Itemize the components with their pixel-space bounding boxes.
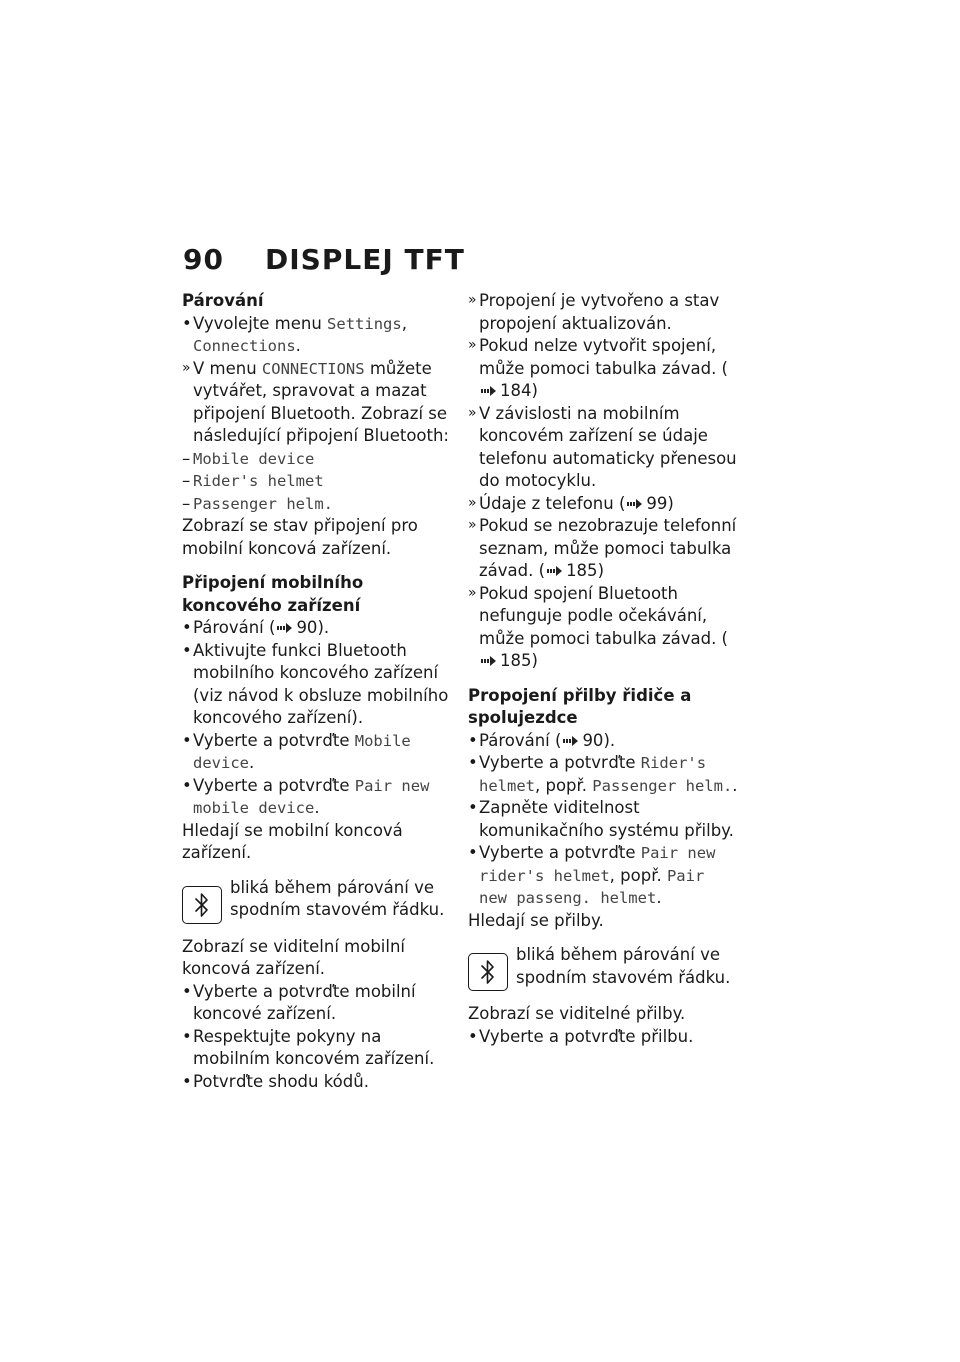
page-ref-number[interactable]: 184 (500, 381, 532, 400)
period: . (732, 775, 738, 795)
step-text: Vyberte a potvrďte (479, 753, 641, 772)
result-text-cont: můžete vytvářet, spravovat a mazat připojení Bluetooth. Zobrazí se následující připojení Bluetooth: (193, 358, 449, 445)
menu-pair-new-riders-helmet: Pair new rider's helmet (479, 844, 716, 885)
step-pairing-ref (468, 730, 740, 753)
paragraph-searching: Hledají se mobilní koncová zařízení. (182, 820, 403, 862)
result-text: V menu (193, 358, 262, 378)
result-connected: » Propojení je vytvořeno a stav propojení aktualizován. (468, 290, 740, 335)
section-title: DISPLEJ TFT (265, 243, 465, 276)
result-text-end: ) (597, 561, 604, 580)
result-bluetooth-troubleshoot (468, 583, 740, 673)
step-text-end: ). (317, 618, 330, 637)
page-reference-arrow-icon (563, 735, 579, 747)
menu-connections: Connections (193, 337, 296, 355)
menu-connections-caps: CONNECTIONS (261, 359, 365, 378)
page-reference-arrow-icon (481, 655, 497, 667)
bluetooth-note (182, 877, 454, 924)
paragraph-searching-helmets: Hledají se přilby. (468, 910, 604, 930)
menu-riders-helmet: Rider's helmet (479, 754, 707, 795)
connection-passenger-helmet (182, 493, 454, 516)
step-text: Párování ( (479, 730, 562, 750)
step-follow-instructions: • Respektujte pokyny na mobilním koncovém zařízení. (182, 1026, 454, 1071)
separator: , (401, 313, 407, 333)
heading-pairing: Párování (182, 291, 264, 310)
menu-passenger-helmet: Passenger helm. (592, 776, 733, 795)
paragraph-visible-devices: Zobrazí se viditelní mobilní koncová zařízení. (182, 936, 405, 978)
result-connections-menu (182, 358, 454, 448)
page-reference-arrow-icon (547, 565, 563, 577)
step-text: Vyberte a potvrďte (193, 730, 355, 750)
menu-mobile-device: Mobile device (193, 731, 411, 772)
result-text-end: ) (531, 381, 538, 400)
step-open-settings (182, 313, 454, 358)
note-text: bliká během párování ve spodním stavovém řádku. (230, 877, 445, 919)
step-select-helmet-confirm: • Vyberte a potvrďte přilbu. (468, 1026, 740, 1049)
step-activate-bluetooth: • Aktivujte funkci Bluetooth mobilního koncového zařízení (viz návod k obsluze mobilního koncového zařízení). (182, 640, 454, 730)
page-number: 90 (183, 243, 224, 276)
connection-mobile-device (182, 448, 454, 471)
step-select-device: • Vyberte a potvrďte mobilní koncové zařízení. (182, 981, 454, 1026)
page-ref-number[interactable]: 185 (500, 651, 532, 670)
step-select-helmet (468, 752, 740, 797)
right-column (468, 290, 740, 1048)
step-pair-new-helmet (468, 842, 740, 910)
period: . (656, 888, 662, 907)
step-pair-new-device (182, 775, 454, 820)
note-text: bliká během párování ve spodním stavovém řádku. (516, 945, 731, 987)
step-text: Vyberte a potvrďte (193, 775, 355, 795)
result-text-end: ) (667, 493, 674, 513)
result-text: Pokud spojení Bluetooth nefunguje podle očekávání, může pomoci tabulka závad. ( (479, 583, 728, 648)
step-text: Vyvolejte menu (193, 313, 328, 333)
page-ref-number[interactable]: 99 (646, 493, 668, 513)
bluetooth-icon (182, 886, 222, 924)
step-text: Párování ( (193, 618, 276, 637)
page-ref-number[interactable]: 185 (566, 561, 598, 580)
menu-settings: Settings (327, 314, 402, 333)
connection-label: Passenger helm. (193, 494, 333, 513)
result-text: Údaje z telefonu ( (479, 493, 626, 513)
connection-label: Mobile device (193, 449, 315, 468)
menu-pair-new-passeng-helmet: Pair new passeng. helmet (479, 866, 705, 907)
page-header (183, 243, 465, 277)
step-text-end: ). (603, 730, 616, 750)
period: . (249, 753, 255, 772)
period: . (314, 798, 320, 817)
connection-label: Rider's helmet (193, 472, 324, 490)
connection-riders-helmet (182, 470, 454, 493)
heading-helmet-connect: Propojení přilby řidiče a spolujezdce (468, 685, 692, 727)
left-column (182, 290, 454, 1093)
result-troubleshoot-184 (468, 335, 740, 403)
bluetooth-icon (468, 953, 508, 991)
paragraph-status: Zobrazí se stav připojení pro mobilní koncová zařízení. (182, 516, 418, 558)
page-reference-arrow-icon (627, 498, 643, 510)
step-confirm-code: • Potvrďte shodu kódů. (182, 1071, 454, 1094)
heading-connect-mobile: Připojení mobilního koncového zařízení (182, 573, 364, 615)
page-ref-number[interactable]: 90 (296, 618, 318, 637)
page-reference-arrow-icon (481, 385, 497, 397)
menu-pair-new-mobile-device: Pair new mobile device (193, 776, 430, 817)
step-text-mid: , popř. (535, 775, 593, 795)
step-text: Vyberte a potvrďte (479, 843, 641, 862)
result-phonebook-troubleshoot (468, 515, 740, 583)
bluetooth-note (468, 944, 740, 991)
result-text: Pokud se nezobrazuje telefonní seznam, může pomoci tabulka závad. ( (479, 516, 737, 580)
step-helmet-visibility: • Zapněte viditelnost komunikačního systému přilby. (468, 797, 740, 842)
step-select-mobile-device (182, 730, 454, 775)
page-reference-arrow-icon (277, 622, 293, 634)
result-phone-data-transfer: » V závislosti na mobilním koncovém zařízení se údaje telefonu automaticky přenesou do motocyklu. (468, 403, 740, 493)
step-pairing-ref (182, 617, 454, 640)
paragraph-visible-helmets: Zobrazí se viditelné přilby. (468, 1004, 686, 1023)
result-text: Pokud nelze vytvořit spojení, může pomoci tabulka závad. ( (479, 336, 728, 378)
period: . (295, 336, 301, 355)
step-text-mid: , popř. (609, 865, 667, 885)
result-text-end: ) (531, 651, 538, 670)
page-ref-number[interactable]: 90 (582, 730, 604, 750)
result-phone-data-ref (468, 493, 740, 516)
